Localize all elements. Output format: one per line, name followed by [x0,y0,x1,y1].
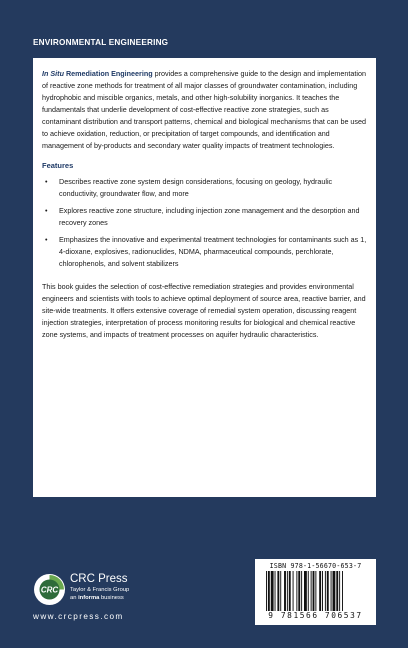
publisher-group: Taylor & Francis Group [70,587,130,593]
description-panel [33,58,376,497]
business-prefix: an [70,595,79,601]
book-title-italic: In Situ [42,69,64,78]
barcode-bar [280,571,281,611]
barcode-bar [284,571,286,611]
bullet-icon: • [45,235,48,244]
barcode-bar [286,571,287,611]
bullet-icon: • [45,177,48,186]
barcode-bar [315,571,316,611]
barcode-bar [310,571,311,611]
publisher-name: CRC Press [70,573,128,585]
barcode-bar [342,571,343,611]
business-brand: informa [78,595,100,601]
isbn-text: ISBN 978-1-56670-653-7 [269,562,362,570]
logo-text: CRC [40,585,59,595]
barcode-bar [332,571,335,611]
barcode-bar [266,571,267,611]
barcode-digits: 9 781566 706537 [268,611,363,620]
barcode-bar [336,571,338,611]
barcode-bar [301,571,302,611]
book-title [42,69,153,78]
barcode-bar [292,571,293,611]
barcode-bar [296,571,297,611]
barcode-bar [270,571,273,611]
barcode-bar [298,571,300,611]
barcode-bar [288,571,290,611]
feature-text: Describes reactive zone system design considerations, focusing on geology, hydraulic conductivity, groundwater flow, and more [59,177,333,198]
barcode-bar [312,571,314,611]
barcode [255,559,376,625]
intro-paragraph [42,68,367,152]
barcode-bar [307,571,308,611]
barcode-bars [262,571,370,611]
publisher-block [70,573,129,602]
features-heading: Features [42,161,74,170]
barcode-bar [339,571,340,611]
barcode-bar [324,571,325,611]
features-list [42,176,367,270]
book-title-rest: Remediation Engineering [63,69,153,78]
feature-text: Explores reactive zone structure, including injection zone management and the desorption and recovery zones [59,206,360,227]
barcode-bar [304,571,307,611]
barcode-bar [267,571,269,611]
barcode-bar [326,571,328,611]
feature-text: Emphasizes the innovative and experimental treatment technologies for contaminants such as 1, 4-dioxane, explosives, radionuclides, NDMA, pharmaceutical compounds, perchlorate, chlorophenols, and solvent stabilizers [59,235,367,268]
barcode-bar [330,571,331,611]
barcode-bar [322,571,323,611]
category-label: ENVIRONMENTAL ENGINEERING [33,38,169,47]
intro-text: provides a comprehensive guide to the design and implementation of reactive zone methods for treatment of all major classes of groundwater contamination, including hydrophobic and miscible organics, metals, and other high-solubility inorganics. It teaches the fundamentals that underlie development of cost-effective reactive zone strategies, such as contaminant distribution and transport patterns, chemical and biological mechanisms that can be used to achieve oxidation, reduction, or precipitation of target compounds, and identification and management of by-products and secondary water quality impacts of treatment technologies. [42,69,367,150]
feature-item [42,176,367,200]
barcode-bar [319,571,321,611]
business-suffix: business [99,595,124,601]
feature-item [42,234,367,270]
publisher-business [70,594,129,602]
barcode-bar [274,571,275,611]
bullet-icon: • [45,206,48,215]
barcode-bar [277,571,279,611]
feature-item [42,205,367,229]
crc-logo-icon [33,573,66,606]
publisher-url[interactable]: www.crcpress.com [33,612,124,621]
outro-paragraph: This book guides the selection of cost-effective remediation strategies and provides environmental engineers and scientists with tools to achieve optimal deployment of source area, reactive barrier, and site-wide treatments. It offers extensive coverage of remedial system operation, discussing reagent injection strategies, interpretation of process monitoring results for biological and chemical reactive zone systems, and impacts of treatment processes on aquifer hydraulic characteristics. [42,282,366,339]
